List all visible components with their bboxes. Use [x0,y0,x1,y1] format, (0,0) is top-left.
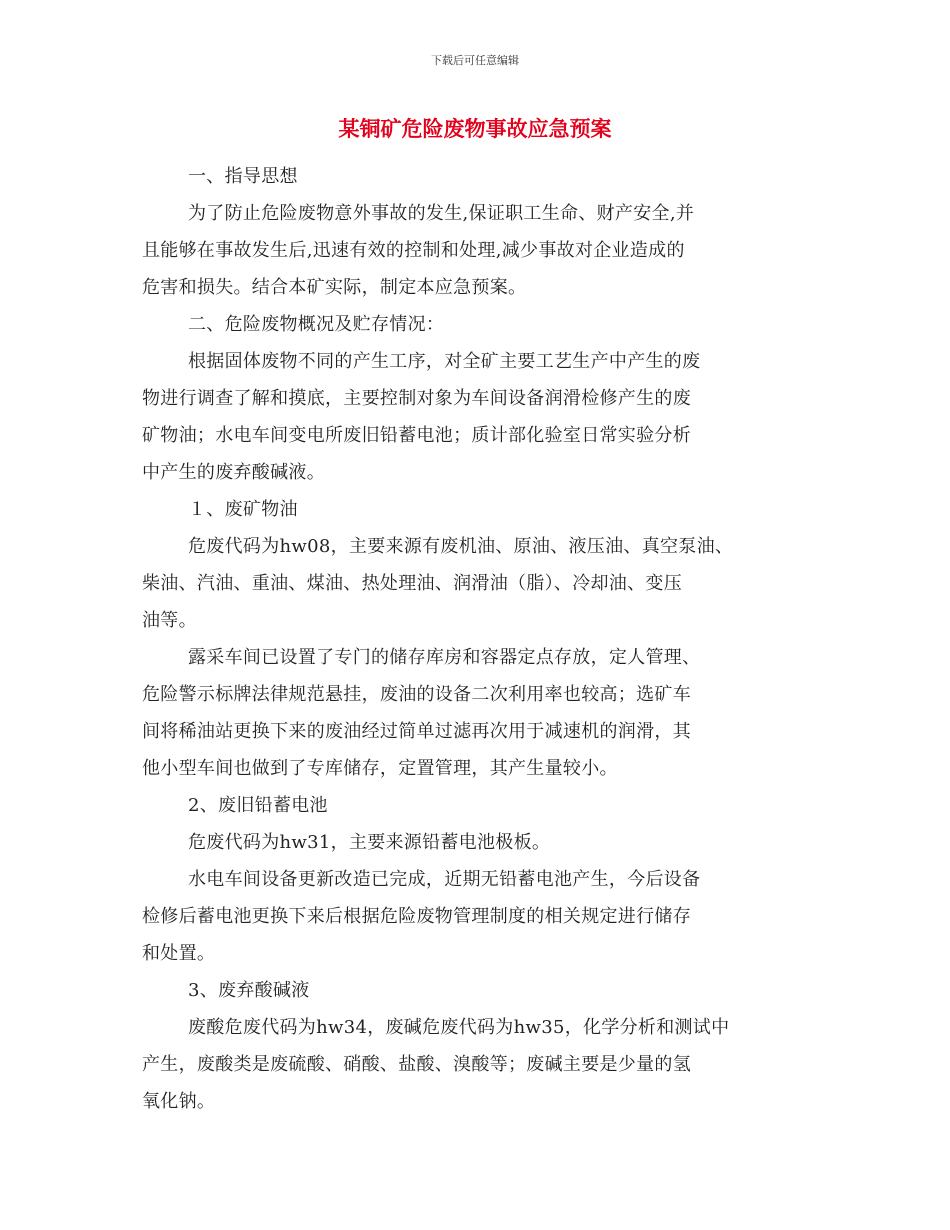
text-line: 他小型车间也做到了专库储存，定置管理，其产生量较小。 [142,758,618,779]
document-body [142,158,822,1120]
text-line: 一、指导思想 [188,166,298,187]
text-line: 危害和损失。结合本矿实际，制定本应急预案。 [142,277,527,298]
text-line: 二、危险废物概况及贮存情况： [188,314,445,335]
text-line: 物进行调查了解和摸底，主要控制对象为车间设备润滑检修产生的废 [142,388,691,409]
text-line: 废酸危废代码为hw34，废碱危废代码为hw35，化学分析和测试中 [188,1017,730,1038]
text-line: 危废代码为hw08，主要来源有废机油、原油、液压油、真空泵油、 [188,536,734,557]
text-line: １、废矿物油 [188,499,298,520]
text-line: 产生，废酸类是废硫酸、硝酸、盐酸、溴酸等；废碱主要是少量的氢 [142,1054,691,1075]
text-line: 露采车间已设置了专门的储存库房和容器定点存放，定人管理、 [188,647,701,668]
text-line: 且能够在事故发生后,迅速有效的控制和处理,减少事故对企业造成的 [142,240,685,261]
text-line: 油等。 [142,610,197,631]
text-line: 3、废弃酸碱液 [188,980,310,1001]
text-line: 间将稀油站更换下来的废油经过简单过滤再次用于减速机的润滑，其 [142,721,691,742]
text-line: 柴油、汽油、重油、煤油、热处理油、润滑油（脂）、冷却油、变压 [142,573,682,594]
text-line: 危废代码为hw31，主要来源铅蓄电池极板。 [188,832,551,853]
text-line: 检修后蓄电池更换下来后根据危险废物管理制度的相关规定进行储存 [142,906,691,927]
text-line: 水电车间设备更新改造已完成，近期无铅蓄电池产生，今后设备 [188,869,701,890]
text-line: 2、废旧铅蓄电池 [188,795,328,816]
text-line: 中产生的废弃酸碱液。 [142,462,325,483]
text-line: 和处置。 [142,943,216,964]
text-line: 为了防止危险废物意外事故的发生,保证职工生命、财产安全,并 [188,203,695,224]
text-line: 氧化钠。 [142,1091,216,1112]
text-line: 矿物油；水电车间变电所废旧铅蓄电池；质计部化验室日常实验分析 [142,425,691,446]
document-title: 某铜矿危险废物事故应急预案 [338,116,612,141]
text-line: 危险警示标牌法律规范悬挂，废油的设备二次利用率也较高；选矿车 [142,684,691,705]
page-header: 下载后可任意编辑 [431,54,519,67]
text-line: 根据固体废物不同的产生工序，对全矿主要工艺生产中产生的废 [188,351,701,372]
